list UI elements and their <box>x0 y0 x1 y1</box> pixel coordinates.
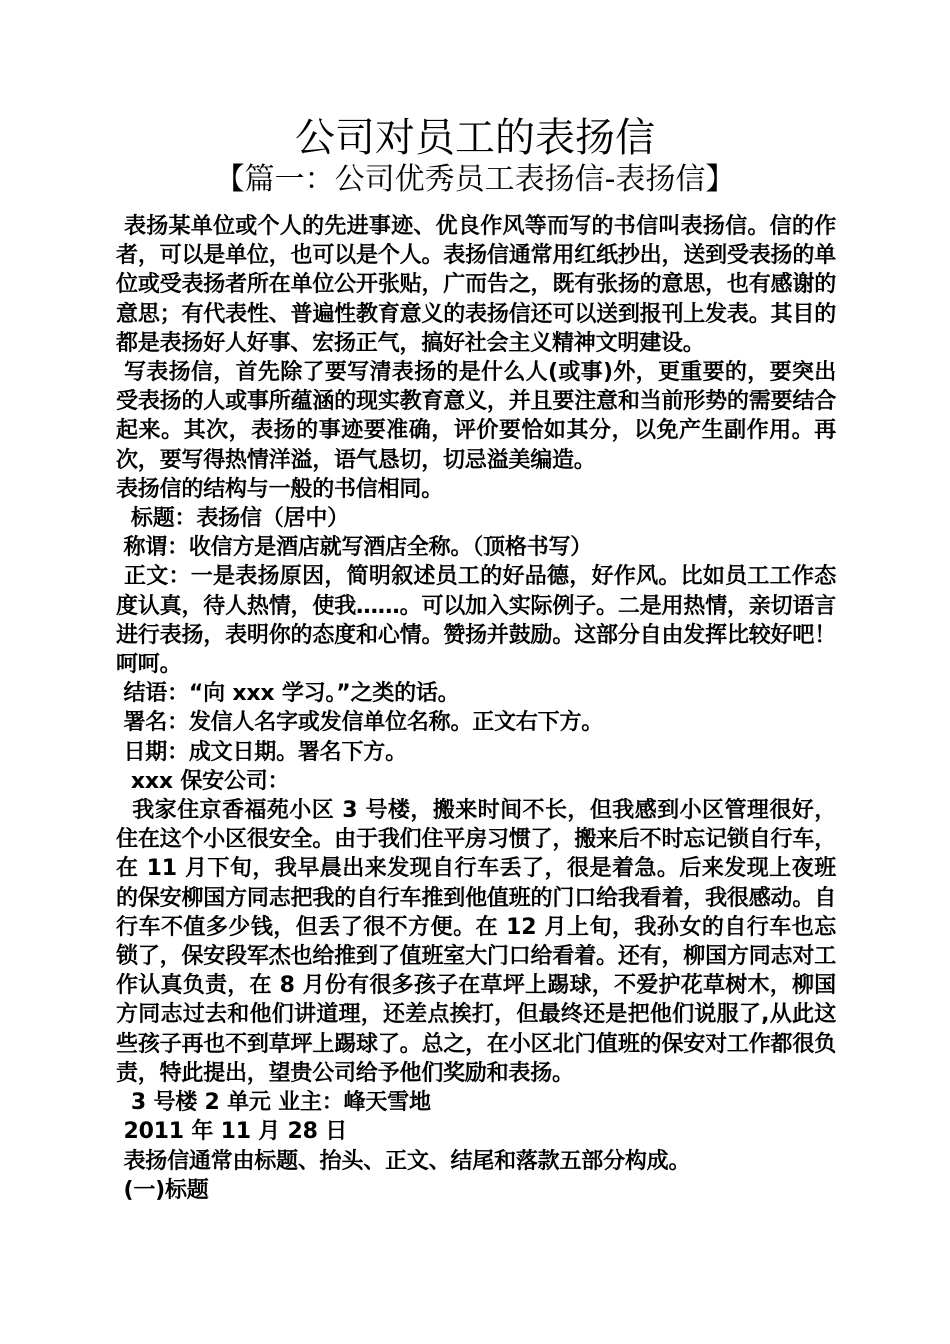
section-heading-title: (一)标题 <box>116 1177 209 1203</box>
paragraph-definition: 表扬某单位或个人的先进事迹、优良作风等而写的书信叫表扬信。信的作者，可以是单位，也可以是个人。表扬信通常用红纸抄出，送到受表扬的单位或受表扬者所在单位公开张贴，广而告之，既有张扬的意思，也有感谢的意思；有代表性、普遍性教育意义的表扬信还可以送到报刊上发表。其目的都是表扬好人好事、宏扬正气，搞好社会主义精神文明建设。 <box>116 214 836 356</box>
paragraph-title-rule: 标题：表扬信（居中） <box>116 506 349 532</box>
paragraph-signature-rule: 署名：发信人名字或发信单位名称。正文右下方。 <box>116 710 604 736</box>
paragraph-salutation-rule: 称谓：收信方是酒店就写酒店全称。（顶格书写） <box>116 535 593 561</box>
sample-letter-signature: 3 号楼 2 单元 业主：峰天雪地 <box>116 1090 431 1116</box>
paragraph-body-rule: 正文：一是表扬原因，简明叙述员工的好品德，好作风。比如员工工作态度认真，待人热情，使我……。可以加入实际例子。二是用热情，亲切语言进行表扬，表明你的态度和心情。赞扬并鼓励。这部分自由发挥比较好吧！呵呵。 <box>116 564 836 678</box>
sample-letter-salutation: xxx 保安公司： <box>116 768 290 794</box>
paragraph-structure: 表扬信的结构与一般的书信相同。 <box>116 476 444 502</box>
document-title: 公司对员工的表扬信 <box>295 115 655 161</box>
document-body <box>116 212 836 1205</box>
sample-letter-body: 我家住京香福苑小区 3 号楼，搬来时间不长，但我感到小区管理很好，住在这个小区很安全。由于我们住平房习惯了，搬来后不时忘记锁自行车，在 11 月下旬，我早晨出来发现自行车丢了，很是着急。后来发现上夜班的保安柳国方同志把我的自行车推到他值班的门口给我看着，我很感动。自行车不值多少钱，但丢了很不方便。在 12 月上旬，我孙女的自行车也忘锁了，保安段军杰也给推到了值班室大门口给看着。还有，柳国方同志对工作认真负责，在 8 月份有很多孩子在草坪上踢球，不爱护花草树木，柳国方同志过去和他们讲道理，还差点挨打，但最终还是把他们说服了,从此这些孩子再也不到草坪上踢球了。总之，在小区北门值班的保安对工作都很负责，特此提出，望贵公司给予他们奖励和表扬。 <box>116 798 837 1086</box>
paragraph-five-parts: 表扬信通常由标题、抬头、正文、结尾和落款五部分构成。 <box>116 1148 691 1174</box>
paragraph-writing-guidance: 写表扬信，首先除了要写清表扬的是什么人(或事)外，更重要的，要突出受表扬的人或事所蕴涵的现实教育意义，并且要注意和当前形势的需要结合起来。其次，表扬的事迹要准确，评价要恰如其分，以免产生副作用。再次，要写得热情洋溢，语气恳切，切忌溢美编造。 <box>116 360 836 473</box>
paragraph-closing-rule: 结语：“向 xxx 学习。”之类的话。 <box>116 681 460 707</box>
sample-letter-date: 2011 年 11 月 28 日 <box>116 1119 348 1145</box>
document-subtitle: 【篇一：公司优秀员工表扬信-表扬信】 <box>214 162 736 197</box>
paragraph-date-rule: 日期：成文日期。署名下方。 <box>116 739 407 765</box>
